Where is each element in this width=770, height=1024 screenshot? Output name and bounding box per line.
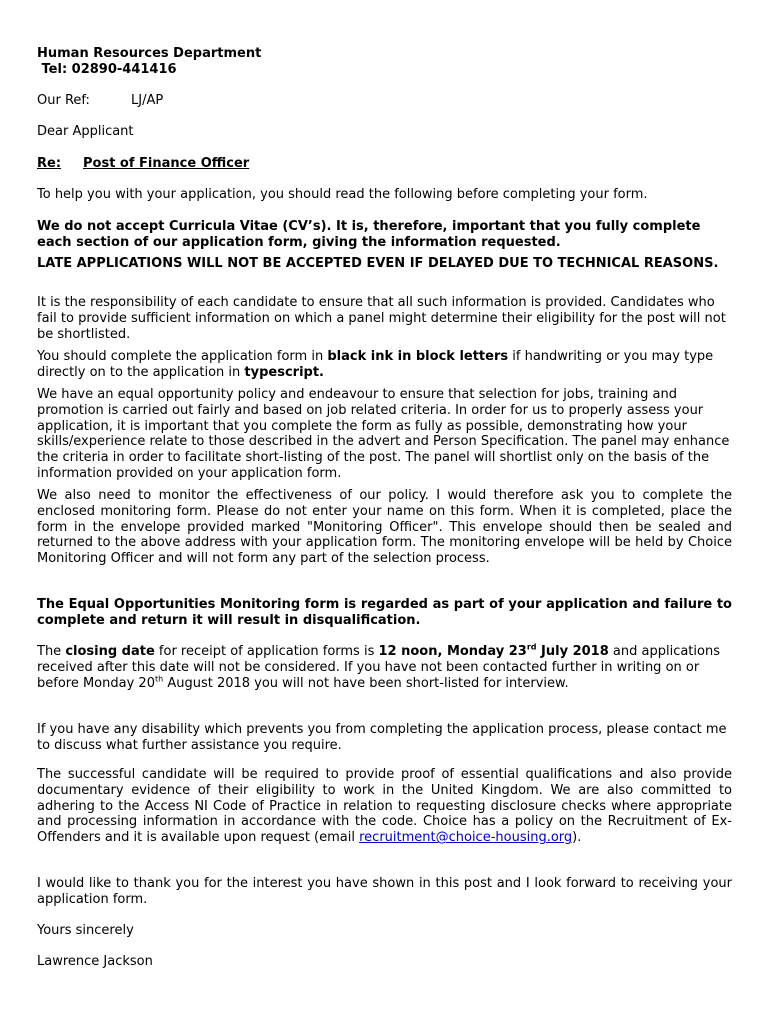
- thanks-paragraph: I would like to thank you for the interest you have shown in this post and I look forward to receiving your application form.: [37, 876, 732, 907]
- monitoring-paragraph: We also need to monitor the effectiveness of our policy. I would therefore ask you to complete the enclosed monitoring form. Please do not enter your name on this form. When it is completed, place the form in the envelope provided marked "Monitoring Officer". This envelope should then be sealed and returned to the above address with your application form. The monitoring envelope will be held by Choice Monitoring Officer and will not form any part of the selection process.: [37, 488, 732, 567]
- telephone: Tel: 02890-441416: [41, 61, 177, 77]
- eo-form-paragraph: The Equal Opportunities Monitoring form is regarded as part of your application and failure to complete and return it will result in disqualification.: [37, 597, 732, 628]
- ref-value: LJ/AP: [131, 93, 164, 108]
- valediction: Yours sincerely: [37, 923, 134, 938]
- subject-line: [37, 156, 732, 172]
- subject-label: Re:: [37, 156, 62, 171]
- equal-opportunity-paragraph: We have an equal opportunity policy and endeavour to ensure that selection for jobs, training and promotion is carried out fairly and based on job related criteria. In order for us to properly assess your application, it is important that you complete the form as fully as possible, demonstrating how your skills/experience relate to those described in the advert and Person Specification. The panel may enhance the criteria in order to facilitate short-listing of the post. The panel will shortlist only on the basis of the information provided on your application form.: [37, 387, 730, 481]
- subject-title: Post of Finance Officer: [83, 156, 250, 171]
- signatory-name: Lawrence Jackson: [37, 954, 153, 969]
- reference: [37, 93, 732, 109]
- responsibility-paragraph: It is the responsibility of each candidate to ensure that all such information is provided. Candidates who fail to provide sufficient information on which a panel might determine their eligibility for the post will not be shortlisted.: [37, 295, 726, 342]
- disability-paragraph: If you have any disability which prevents you from completing the application process, please contact me to discuss what further assistance you require.: [37, 722, 727, 753]
- salutation: Dear Applicant: [37, 124, 134, 139]
- ref-label: Our Ref:: [37, 93, 90, 108]
- letter-header: [37, 46, 732, 78]
- deadline-emphasis: 12 noon, Monday 23rd July 2018: [378, 642, 609, 659]
- no-cv-paragraph: We do not accept Curricula Vitae (CV’s). It is, therefore, important that you fully complete each section of our application form, giving the information requested.: [37, 219, 701, 250]
- typescript-emphasis: typescript.: [244, 364, 324, 380]
- late-applications-paragraph: LATE APPLICATIONS WILL NOT BE ACCEPTED EVEN IF DELAYED DUE TO TECHNICAL REASONS.: [37, 256, 719, 271]
- recruitment-email-link[interactable]: recruitment@choice-housing.org: [359, 830, 573, 846]
- proof-paragraph: The successful candidate will be required to provide proof of essential qualifications and also provide documentary evidence of their eligibility to work in the United Kingdom. We are also committed to adhering to the Access NI Code of Practice in relation to requesting disclosure checks where appropriate and processing information in accordance with the code. Choice has a policy on the Recruitment of Ex-Offenders and it is available upon request (email recruitment@choice-housing.org).: [37, 767, 732, 846]
- black-ink-emphasis: black ink in block letters: [327, 349, 509, 364]
- closing-date-paragraph: The closing date for receipt of application forms is 12 noon, Monday 23rd July 2018 and applications received after this date will not be considered. If you have not been contacted further in writing on or before Monday 20th August 2018 you will not have been short-listed for interview.: [37, 642, 720, 691]
- ink-instructions-paragraph: You should complete the application form in black ink in block letters if handwriting or you may type directly on to the application in typescript.: [37, 349, 714, 380]
- department-name: Human Resources Department: [37, 46, 262, 61]
- closing-date-emphasis: closing date: [65, 644, 155, 659]
- intro-paragraph: To help you with your application, you should read the following before completing your form.: [37, 187, 648, 202]
